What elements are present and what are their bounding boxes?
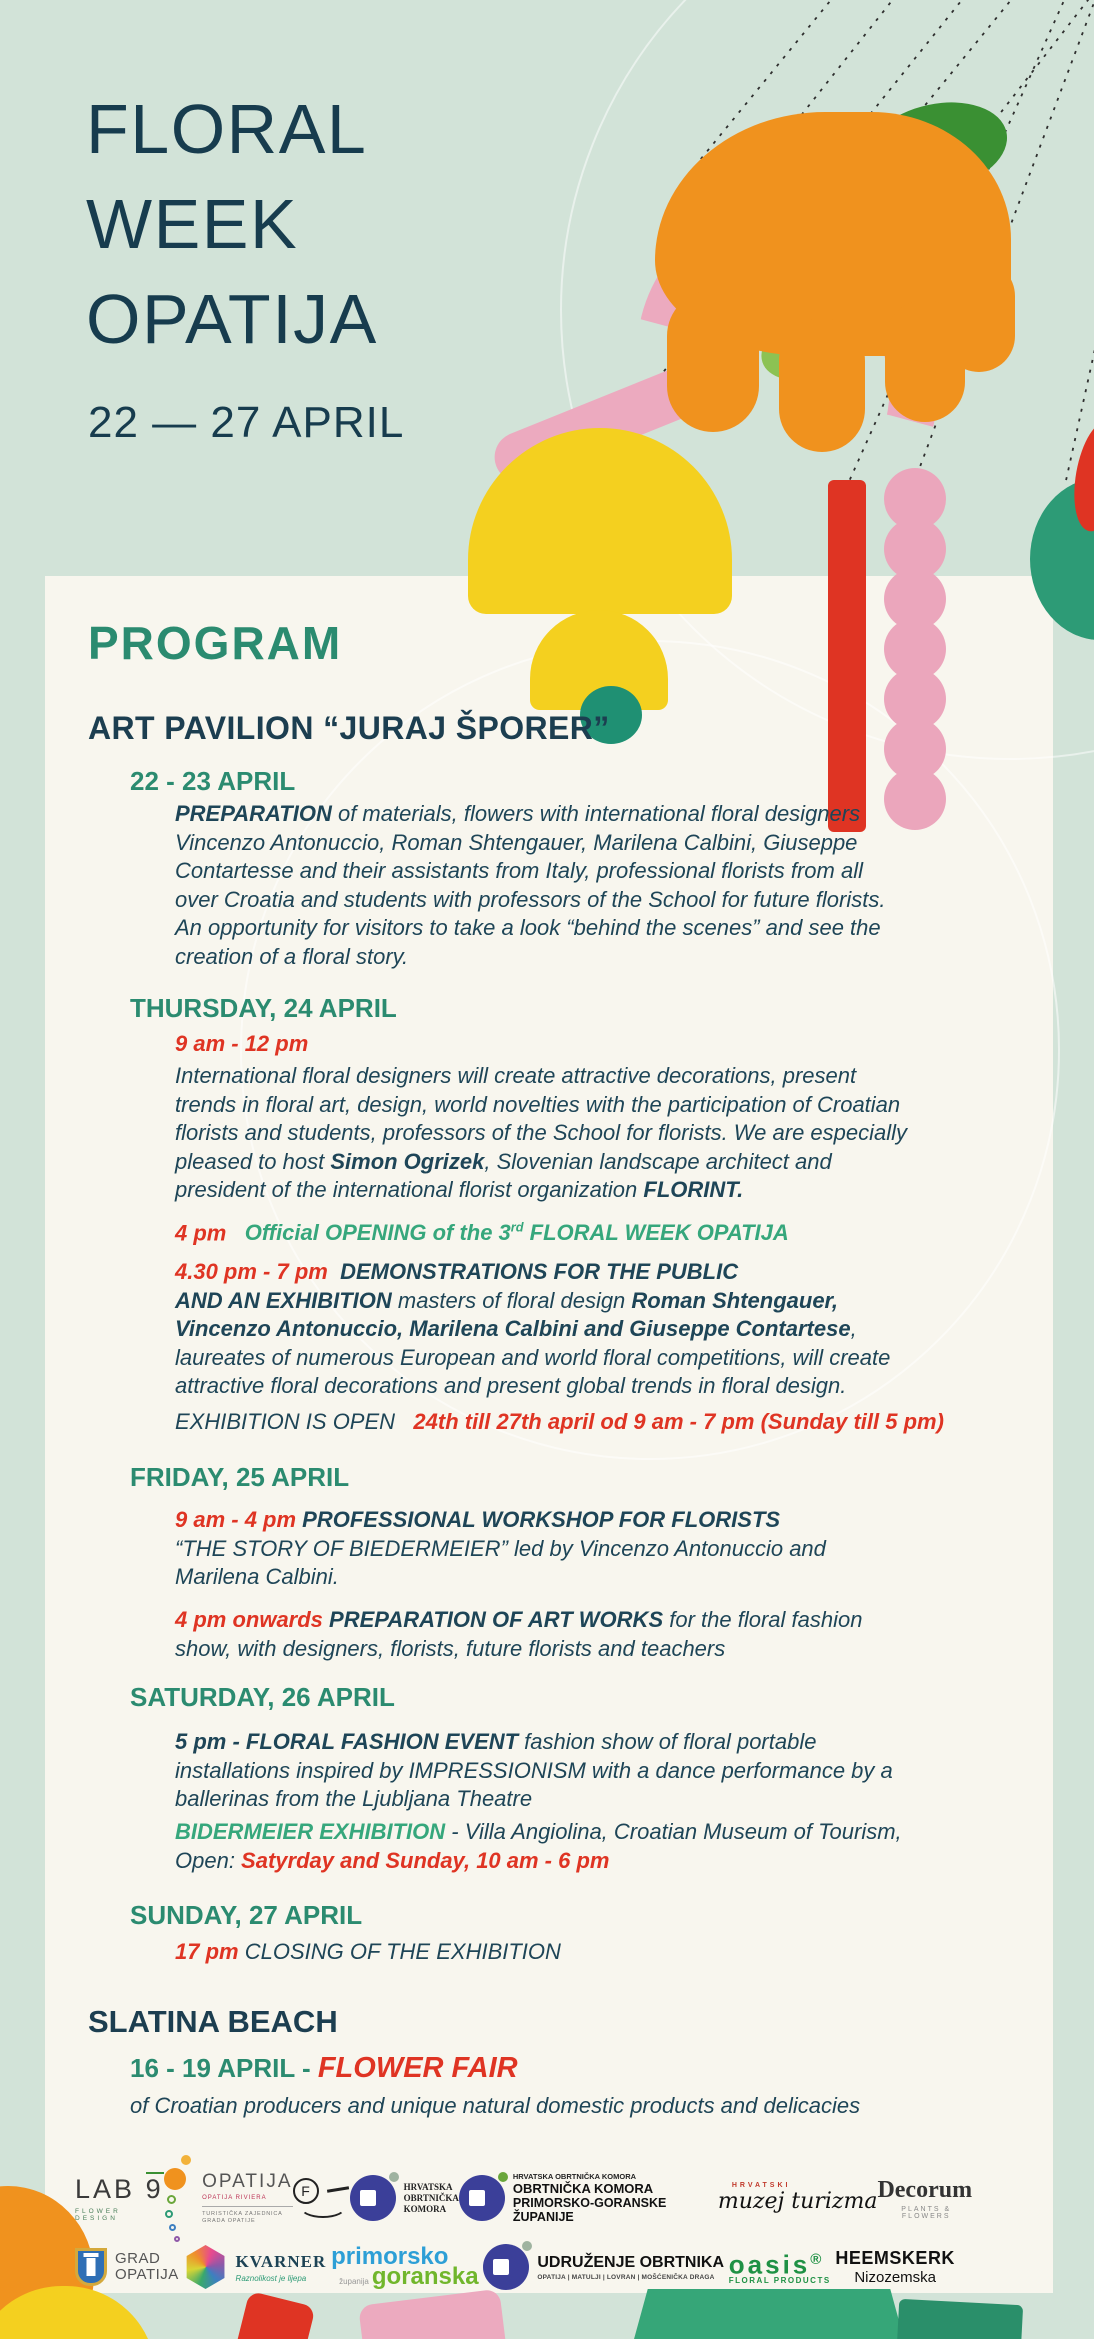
body-text-segment: International floral designers will create attractive decorations, present trends in floral art, design, world novelties with the participation of Croatian florists and students, professors of the School for florists. We are especially pleased to host bbox=[175, 1063, 908, 1174]
body-text-segment: PREPARATION OF ART WORKS bbox=[329, 1607, 664, 1632]
oasis-name: oasis® bbox=[728, 2249, 825, 2280]
pink-chain-shape bbox=[884, 468, 948, 830]
logo-grad-opatija: GRAD OPATIJA bbox=[75, 2248, 179, 2286]
okpgz-top: HRVATSKA OBRTNIČKA KOMORA bbox=[512, 2172, 637, 2181]
body-text-segment: AND AN EXHIBITION bbox=[175, 1287, 392, 1313]
body-text-segment: , Slovenian landscape architect and president of the international florist organization bbox=[175, 1148, 832, 1202]
udruzenje-name: UDRUŽENJE OBRTNIKA bbox=[537, 2253, 725, 2271]
body-text-segment: for the floral fashion show, with designers, florists, future florists and teachers bbox=[175, 1607, 863, 1661]
udruzenje-sub: OPATIJA | MATULJI | LOVRAN | MOŠĆENIČKA DRAGA bbox=[537, 2273, 715, 2281]
opatija-dots-icon bbox=[164, 2152, 194, 2244]
komora-icon bbox=[459, 2175, 505, 2221]
body-text-segment: PROFESSIONAL WORKSHOP FOR FLORISTS bbox=[302, 1507, 781, 1532]
decorum-name: Decorum bbox=[877, 2176, 973, 2203]
fair-title: FLOWER FAIR bbox=[317, 2052, 518, 2084]
body-text-segment: masters of floral design bbox=[391, 1287, 632, 1313]
kvarner-name: KVARNER bbox=[235, 2251, 327, 2271]
time-label: 4.30 pm - 7 pm bbox=[175, 1259, 328, 1284]
body-text-segment: , laureates of numerous European and world floral competitions, will create attractive floral decorations and present global trends in floral design. bbox=[175, 1316, 891, 1398]
yellow-mushroom-shape bbox=[468, 428, 732, 710]
opatija-sub: OPATIJA RIVIERA bbox=[202, 2195, 267, 2201]
opatija-name: OPATIJA bbox=[202, 2171, 293, 2192]
thursday-morning-paragraph bbox=[175, 1062, 920, 1205]
time-label: 17 pm bbox=[175, 1939, 239, 1964]
kvarner-gem-icon bbox=[184, 2245, 228, 2289]
workshop-paragraph bbox=[175, 1506, 875, 1592]
body-text-segment: Open: bbox=[175, 1847, 242, 1873]
heemskerk-name: HEEMSKERK bbox=[835, 2248, 955, 2268]
logo-udruzenje-obrtnika bbox=[483, 2244, 724, 2290]
body-text-segment: BIDERMEIER EXHIBITION bbox=[175, 1819, 446, 1844]
sponsor-logos-row-1 bbox=[75, 2158, 975, 2238]
program-heading: PROGRAM bbox=[88, 617, 343, 669]
body-text-segment: DEMONSTRATIONS FOR THE PUBLIC bbox=[340, 1259, 739, 1284]
date-heading-saturday-26: SATURDAY, 26 APRIL bbox=[130, 1682, 395, 1712]
pgz-zupanija: županija bbox=[339, 2277, 369, 2286]
lab9-subtext: FLOWER DESIGN bbox=[75, 2208, 121, 2222]
logo-decorum bbox=[877, 2177, 975, 2220]
pink-patch-bottom-shape bbox=[358, 2289, 508, 2339]
logo-opatija-tourism bbox=[164, 2152, 292, 2244]
body-text-segment: of materials, flowers with international floral designers Vincenzo Antonuccio, Roman Shtengauer, Marilena Calbini, Giuseppe Contartesse and their assistants from Italy, professional florists from all over Croatia and students with professors of the School for future florists. An opportunity for visitors to take a look “behind the scenes” and see the creation of a floral story. bbox=[175, 801, 886, 969]
exhibition-hours: 24th till 27th april od 9 am - 7 pm (Sunday till 5 pm) bbox=[413, 1409, 944, 1434]
demonstrations-paragraph bbox=[175, 1258, 920, 1401]
date-heading-22-23-april: 22 - 23 APRIL bbox=[130, 766, 296, 796]
logo-lab9 bbox=[75, 2174, 164, 2222]
body-text-segment: CLOSING OF THE EXHIBITION bbox=[238, 1939, 561, 1964]
kvarner-sub: Raznolikost je lijepa bbox=[235, 2273, 307, 2283]
okpgz-mid: OBRTNIČKA KOMORA bbox=[512, 2181, 654, 2196]
logo-primorsko-goranska bbox=[331, 2243, 479, 2290]
body-text-segment: “THE STORY OF BIEDERMEIER” led by Vincenzo Antonuccio and Marilena Calbini. bbox=[175, 1535, 826, 1589]
lab9-text: LAB bbox=[75, 2174, 136, 2204]
closing-line bbox=[175, 1938, 561, 1967]
logo-kvarner bbox=[184, 2245, 327, 2289]
body-text-segment: fashion show of floral portable installations inspired by IMPRESSIONISM with a dance performance by a ballerinas from the Ljubljana Theatre bbox=[175, 1729, 893, 1811]
time-label: 9 am - 4 pm bbox=[175, 1507, 303, 1532]
date-heading-friday-25: FRIDAY, 25 APRIL bbox=[130, 1462, 350, 1492]
lab9-nine: 9 bbox=[145, 2174, 164, 2204]
muzej-top: HRVATSKI bbox=[731, 2182, 791, 2189]
date-heading-thursday-24: THURSDAY, 24 APRIL bbox=[130, 993, 397, 1023]
opening-hours: Satyrday and Sunday, 10 am - 6 pm bbox=[241, 1847, 610, 1873]
venue-heading-slatina-beach: SLATINA BEACH bbox=[88, 2004, 338, 2039]
bidermeier-exhibition-paragraph bbox=[175, 1818, 920, 1875]
logo-hrvatska-obrtnicka-komora: HRVATSKA OBRTNIČKA KOMORA bbox=[350, 2175, 459, 2221]
exhibition-open-line bbox=[175, 1408, 944, 1437]
official-opening-line bbox=[175, 1214, 789, 1248]
fair-date: 16 - 19 APRIL - bbox=[130, 2053, 318, 2083]
oasis-sub: FLORAL PRODUCTS bbox=[728, 2276, 831, 2286]
time-label: 4 pm bbox=[175, 1220, 227, 1246]
grad-opatija-crest-icon bbox=[75, 2248, 107, 2286]
orange-flower-shape bbox=[655, 112, 1011, 464]
red-bar-shape bbox=[828, 480, 866, 832]
sponsor-logos-row-2 bbox=[75, 2238, 955, 2296]
preparation-paragraph bbox=[175, 800, 895, 971]
title-line: OPATIJA bbox=[86, 280, 378, 358]
red-patch-bottom-shape bbox=[232, 2291, 315, 2339]
title-line: FLORAL bbox=[86, 90, 368, 168]
poster-title bbox=[86, 82, 378, 367]
body-text-segment: EXHIBITION IS OPEN bbox=[175, 1409, 396, 1434]
smile-letter: F bbox=[293, 2178, 319, 2204]
body-text-segment: - Villa Angiolina, Croatian Museum of Tourism, bbox=[445, 1819, 902, 1844]
opening-text: Official OPENING of the 3rd FLORAL WEEK OPATIJA bbox=[244, 1220, 789, 1246]
venue-heading-art-pavilion: ART PAVILION “JURAJ ŠPORER” bbox=[88, 710, 610, 746]
teal-patch-bottom-shape bbox=[897, 2299, 1023, 2339]
fashion-event-paragraph bbox=[175, 1728, 920, 1814]
time-label: 4 pm onwards bbox=[175, 1607, 330, 1632]
time-label: 9 am - 12 pm bbox=[175, 1031, 309, 1056]
okpgz-bottom: PRIMORSKO-GORANSKE ŽUPANIJE bbox=[512, 2196, 667, 2224]
logo-muzej-turizma bbox=[718, 2182, 878, 2214]
muzej-script: muzej turizma bbox=[717, 2189, 878, 2214]
artworks-paragraph bbox=[175, 1606, 905, 1663]
logo-obrtnicka-komora-pgz bbox=[459, 2172, 718, 2224]
fair-description: of Croatian producers and unique natural domestic products and delicacies bbox=[130, 2093, 861, 2118]
heemskerk-sub: Nizozemska bbox=[854, 2269, 937, 2286]
preparation-label: PREPARATION bbox=[175, 801, 332, 826]
decorum-sub: PLANTS & FLOWERS bbox=[901, 2205, 952, 2220]
date-heading-sunday-27: SUNDAY, 27 APRIL bbox=[130, 1900, 363, 1930]
logo-oasis bbox=[729, 2249, 831, 2286]
smile-f-logo-icon bbox=[293, 2176, 350, 2220]
pgz-line1: primorsko bbox=[331, 2243, 449, 2270]
body-text-segment: FLORINT. bbox=[643, 1177, 744, 1202]
event-date-range: 22 — 27 APRIL bbox=[88, 398, 405, 447]
flower-fair-line bbox=[130, 2052, 518, 2085]
komora-icon bbox=[350, 2175, 396, 2221]
logo-heemskerk bbox=[835, 2248, 955, 2286]
green-patch-bottom-shape bbox=[628, 2289, 910, 2339]
body-text-segment: Simon Ogrizek bbox=[330, 1148, 485, 1174]
opatija-sub2: TURISTIČKA ZAJEDNICA GRADA OPATIJE bbox=[202, 2206, 292, 2225]
pgz-line2: goranska bbox=[371, 2263, 479, 2290]
title-line: WEEK bbox=[86, 185, 299, 263]
body-text-segment: Roman Shtengauer, Vincenzo Antonuccio, Marilena Calbini and Giuseppe Contartese bbox=[175, 1287, 851, 1341]
body-text-segment: 5 pm - FLORAL FASHION EVENT bbox=[175, 1729, 519, 1754]
komora-icon bbox=[483, 2244, 529, 2290]
